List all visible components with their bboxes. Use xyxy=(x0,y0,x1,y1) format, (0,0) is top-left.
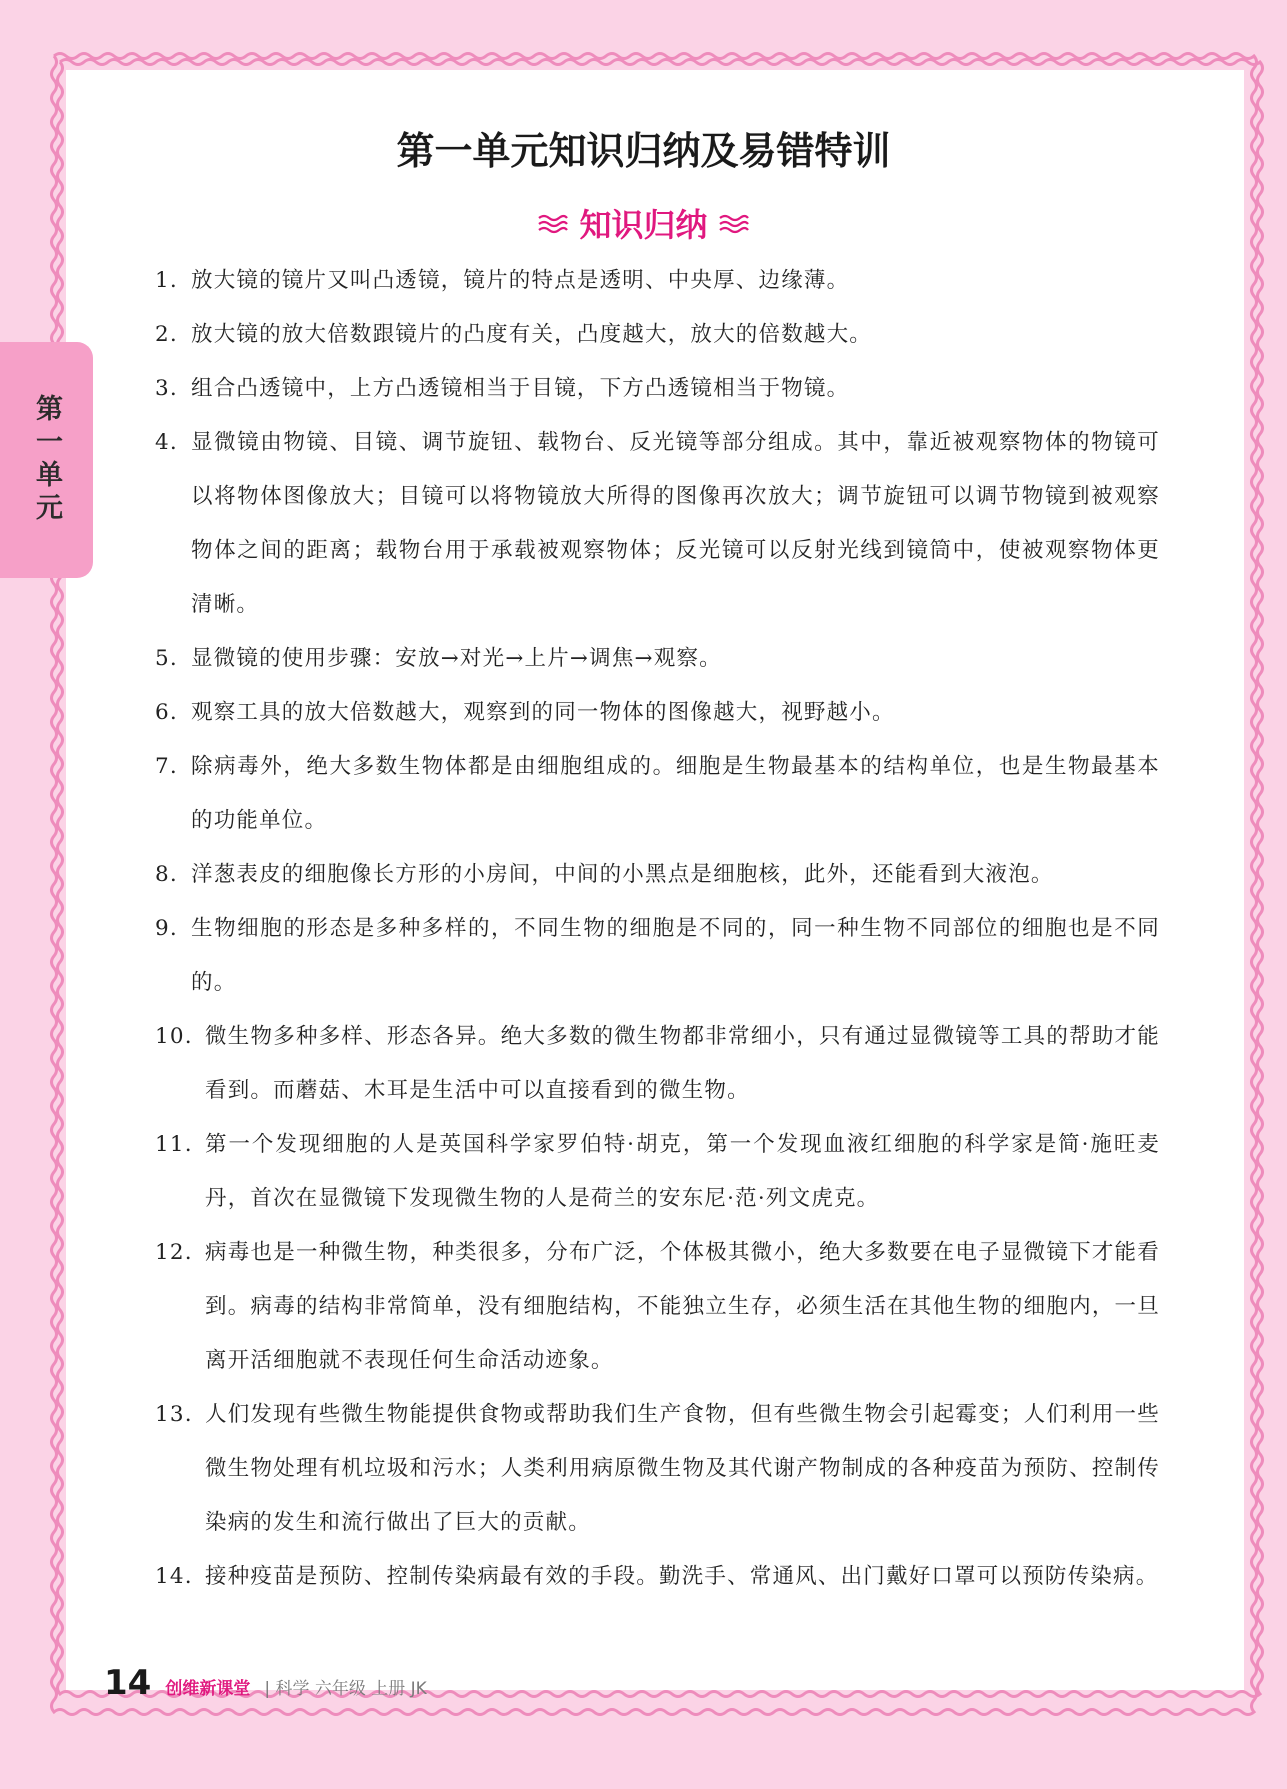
list-item xyxy=(155,362,1160,416)
item-text: 观察工具的放大倍数越大，观察到的同一物体的图像越大，视野越小。 xyxy=(191,700,895,725)
list-item xyxy=(155,308,1160,362)
list-item xyxy=(155,1226,1160,1388)
list-item xyxy=(155,1388,1160,1550)
item-text: 放大镜的放大倍数跟镜片的凸度有关，凸度越大，放大的倍数越大。 xyxy=(191,322,873,347)
item-text: 组合凸透镜中，上方凸透镜相当于目镜，下方凸透镜相当于物镜。 xyxy=(191,376,850,401)
page-title: 第一单元知识归纳及易错特训 xyxy=(396,129,891,173)
wave-decoration-right-icon xyxy=(718,212,750,234)
knowledge-list xyxy=(155,254,1160,1604)
item-number: 5. xyxy=(155,646,178,671)
item-number: 1. xyxy=(155,268,178,293)
item-text: 洋葱表皮的细胞像长方形的小房间，中间的小黑点是细胞核，此外，还能看到大液泡。 xyxy=(191,862,1054,887)
item-number: 2. xyxy=(155,322,178,347)
item-text: 显微镜由物镜、目镜、调节旋钮、载物台、反光镜等部分组成。其中，靠近被观察物体的物镜可以将物体图像放大；目镜可以将物镜放大所得的图像再次放大；调节旋钮可以调节物镜到被观察物体之间的距离；载物台用于承载被观察物体；反光镜可以反射光线到镜筒中，使被观察物体更清晰。 xyxy=(191,430,1160,617)
list-item xyxy=(155,254,1160,308)
list-item xyxy=(155,902,1160,1010)
unit-side-tab xyxy=(0,342,93,578)
wave-decoration-left-icon xyxy=(537,212,569,234)
item-number: 4. xyxy=(155,430,178,455)
item-text: 显微镜的使用步骤：安放→对光→上片→调焦→观察。 xyxy=(191,646,722,671)
list-item xyxy=(155,1010,1160,1118)
item-number: 10. xyxy=(155,1024,193,1049)
item-text: 病毒也是一种微生物，种类很多，分布广泛，个体极其微小，绝大多数要在电子显微镜下才能看到。病毒的结构非常简单，没有细胞结构，不能独立生存，必须生活在其他生物的细胞内，一旦离开活细胞就不表现任何生命活动迹象。 xyxy=(205,1240,1160,1373)
item-text: 人们发现有些微生物能提供食物或帮助我们生产食物，但有些微生物会引起霉变；人们利用一些微生物处理有机垃圾和污水；人类利用病原微生物及其代谢产物制成的各种疫苗为预防、控制传染病的发生和流行做出了巨大的贡献。 xyxy=(205,1402,1160,1535)
item-number: 6. xyxy=(155,700,178,725)
item-number: 11. xyxy=(155,1132,193,1157)
item-number: 9. xyxy=(155,916,178,941)
list-item xyxy=(155,632,1160,686)
item-text: 第一个发现细胞的人是英国科学家罗伯特·胡克，第一个发现血液红细胞的科学家是简·施旺麦丹，首次在显微镜下发现微生物的人是荷兰的安东尼·范·列文虎克。 xyxy=(205,1132,1160,1211)
item-number: 8. xyxy=(155,862,178,887)
item-number: 13. xyxy=(155,1402,193,1427)
unit-side-tab-label: 第一单元 xyxy=(31,394,62,526)
list-item xyxy=(155,1550,1160,1604)
item-number: 7. xyxy=(155,754,178,779)
item-text: 生物细胞的形态是多种多样的，不同生物的细胞是不同的，同一种生物不同部位的细胞也是不同的。 xyxy=(191,916,1160,995)
item-text: 微生物多种多样、形态各异。绝大多数的微生物都非常细小，只有通过显微镜等工具的帮助才能看到。而蘑菇、木耳是生活中可以直接看到的微生物。 xyxy=(205,1024,1160,1103)
item-number: 12. xyxy=(155,1240,193,1265)
list-item xyxy=(155,1118,1160,1226)
item-text: 除病毒外，绝大多数生物体都是由细胞组成的。细胞是生物最基本的结构单位，也是生物最基本的功能单位。 xyxy=(191,754,1160,833)
footer-brand: 创维新课堂 xyxy=(165,1679,251,1699)
item-text: 接种疫苗是预防、控制传染病最有效的手段。勤洗手、常通风、出门戴好口罩可以预防传染病。 xyxy=(205,1564,1159,1589)
footer-book-info: | 科学 六年级 上册 JK xyxy=(264,1679,427,1699)
list-item xyxy=(155,416,1160,632)
list-item xyxy=(155,740,1160,848)
section-heading-label: 知识归纳 xyxy=(579,206,708,244)
page-footer xyxy=(104,1663,427,1703)
list-item xyxy=(155,686,1160,740)
item-number: 14. xyxy=(155,1564,193,1589)
item-number: 3. xyxy=(155,376,178,401)
item-text: 放大镜的镜片又叫凸透镜，镜片的特点是透明、中央厚、边缘薄。 xyxy=(191,268,850,293)
list-item xyxy=(155,848,1160,902)
page-number: 14 xyxy=(104,1663,152,1703)
section-heading xyxy=(0,200,1287,246)
